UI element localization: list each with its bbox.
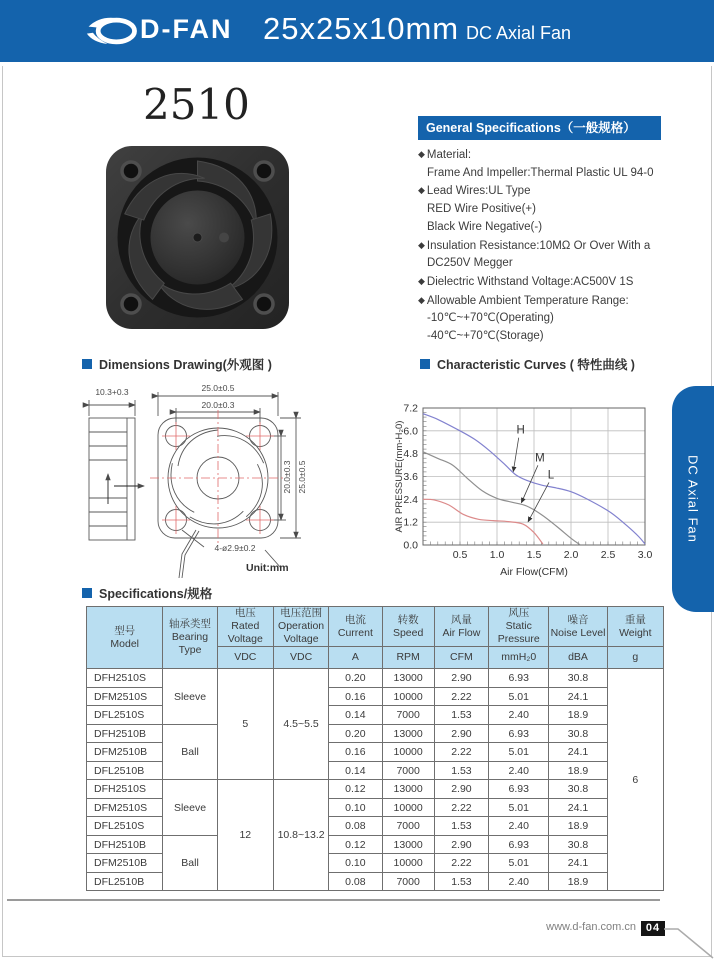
air-flow-cell: 2.22 [434, 854, 488, 873]
dim-depth-label: 10.3+0.3 [95, 387, 129, 397]
table-row [87, 669, 664, 688]
model-cell: DFL2510S [87, 817, 163, 836]
table-row [87, 780, 664, 799]
svg-text:0.5: 0.5 [452, 549, 468, 561]
product-type-label: DC Axial Fan [466, 23, 572, 43]
diamond-bullet-icon: ◆ [418, 185, 425, 196]
dim-mounting-holes-label: 4-ø2.9±0.2 [214, 543, 256, 553]
dim-unit-label: Unit:mm [246, 562, 289, 574]
spec-text-line: ◆ Lead Wires:UL Type [418, 185, 531, 198]
static-pressure-cell: 6.93 [489, 669, 549, 688]
speed-cell: 10000 [382, 798, 434, 817]
current-cell: 0.20 [329, 669, 382, 688]
page-number-badge: 04 [641, 921, 665, 936]
column-header-current: 电流 Current [329, 607, 382, 647]
bearing-cell: Ball [163, 835, 217, 891]
table-row [87, 724, 664, 743]
svg-text:2.4: 2.4 [403, 493, 418, 506]
model-cell: DFH2510S [87, 780, 163, 799]
static-pressure-cell: 2.40 [489, 817, 549, 836]
column-header-air-flow: 风量 Air Flow [434, 607, 488, 647]
current-cell: 0.20 [329, 724, 382, 743]
current-cell: 0.16 [329, 743, 382, 762]
static-pressure-cell: 5.01 [489, 743, 549, 762]
current-cell: 0.08 [329, 872, 382, 891]
spec-text-line: -40℃~+70℃(Storage) [427, 330, 544, 343]
svg-text:0.0: 0.0 [403, 539, 418, 552]
static-pressure-cell: 5.01 [489, 798, 549, 817]
speed-cell: 10000 [382, 854, 434, 873]
air-flow-cell: 2.90 [434, 724, 488, 743]
noise-level-cell: 18.9 [549, 706, 607, 725]
dim-outer-width-label: 25.0±0.5 [201, 383, 235, 393]
section-bullet-icon [82, 588, 92, 598]
static-pressure-cell: 5.01 [489, 854, 549, 873]
section-bullet-icon [82, 359, 92, 369]
speed-cell: 7000 [382, 817, 434, 836]
model-cell: DFM2510B [87, 743, 163, 762]
model-cell: DFL2510B [87, 761, 163, 780]
column-header-speed: 转数 Speed [382, 607, 434, 647]
air-flow-cell: 1.53 [434, 706, 488, 725]
speed-cell: 13000 [382, 724, 434, 743]
noise-level-cell: 30.8 [549, 724, 607, 743]
svg-text:M: M [535, 452, 545, 465]
current-cell: 0.12 [329, 835, 382, 854]
noise-level-cell: 24.1 [549, 687, 607, 706]
diamond-bullet-icon: ◆ [418, 149, 425, 159]
brand-name: D-FAN [140, 14, 233, 44]
svg-text:1.0: 1.0 [489, 549, 505, 561]
dimensions-title-text: Dimensions Drawing(外观图 ) [99, 358, 272, 372]
noise-level-cell: 18.9 [549, 872, 607, 891]
spec-text-line: ◆ Insulation Resistance:10MΩ Or Over With a [418, 239, 651, 252]
air-flow-cell: 1.53 [434, 872, 488, 891]
curves-plot [393, 382, 665, 582]
speed-cell: 13000 [382, 669, 434, 688]
noise-level-cell: 24.1 [549, 743, 607, 762]
svg-text:1.2: 1.2 [403, 516, 418, 529]
current-cell: 0.14 [329, 761, 382, 780]
svg-text:L: L [547, 469, 555, 482]
model-number-title: 2510 [143, 80, 250, 129]
air-flow-cell: 1.53 [434, 817, 488, 836]
table-row [87, 835, 664, 854]
spec-text-line: RED Wire Positive(+) [427, 203, 536, 216]
rated-voltage-cell: 5 [217, 669, 273, 780]
static-pressure-cell: 2.40 [489, 706, 549, 725]
spec-text-line: -10℃~+70℃(Operating) [427, 312, 554, 325]
footer-corner-line [660, 920, 714, 960]
operation-voltage-cell: 10.8~13.2 [273, 780, 328, 891]
static-pressure-cell: 6.93 [489, 835, 549, 854]
svg-text:2.5: 2.5 [600, 549, 616, 561]
unit-header-static-pressure: mmH₂0 [489, 647, 549, 669]
column-header-noise-level: 噪音 Noise Level [549, 607, 607, 647]
svg-text:Air Flow(CFM): Air Flow(CFM) [500, 566, 568, 578]
unit-header-rated-voltage: VDC [217, 647, 273, 669]
specifications-title-text: Specifications/规格 [99, 587, 213, 601]
svg-text:AIR PRESSURE(mm-H₂0): AIR PRESSURE(mm-H₂0) [394, 420, 405, 533]
operation-voltage-cell: 4.5~5.5 [273, 669, 328, 780]
svg-text:7.2: 7.2 [403, 402, 418, 415]
specifications-table [86, 606, 664, 891]
svg-text:3.0: 3.0 [637, 549, 653, 561]
current-cell: 0.10 [329, 798, 382, 817]
noise-level-cell: 30.8 [549, 835, 607, 854]
speed-cell: 10000 [382, 743, 434, 762]
static-pressure-cell: 6.93 [489, 724, 549, 743]
spec-text-line: Black Wire Negative(-) [427, 220, 543, 233]
dim-hole-pitch-height-label: 20.0±0.3 [282, 460, 292, 494]
air-flow-cell: 2.22 [434, 743, 488, 762]
general-specs-header: General Specifications（一般规格） [418, 116, 661, 140]
air-flow-cell: 2.22 [434, 798, 488, 817]
dimensions-section-title [82, 355, 272, 373]
weight-cell: 6 [607, 669, 663, 891]
noise-level-cell: 30.8 [549, 780, 607, 799]
dimensions-line-art [78, 382, 393, 602]
model-cell: DFM2510S [87, 798, 163, 817]
bearing-cell: Sleeve [163, 669, 217, 725]
unit-header-speed: RPM [382, 647, 434, 669]
current-cell: 0.16 [329, 687, 382, 706]
noise-level-cell: 24.1 [549, 798, 607, 817]
svg-text:3.6: 3.6 [403, 471, 418, 483]
brand-logo-icon [86, 14, 138, 48]
column-header-operation-voltage: 电压范围 Operation Voltage [273, 607, 328, 647]
noise-level-cell: 30.8 [549, 669, 607, 688]
general-specs-list [418, 146, 678, 346]
side-tab-dc-axial-fan [672, 386, 714, 612]
noise-level-cell: 18.9 [549, 817, 607, 836]
speed-cell: 13000 [382, 835, 434, 854]
spec-table-head [87, 607, 664, 669]
column-header-model: 型号 Model [87, 607, 163, 669]
column-header-bearing-type: 轴承类型 Bearing Type [163, 607, 217, 669]
column-header-weight: 重量 Weight [607, 607, 663, 647]
speed-cell: 7000 [382, 872, 434, 891]
fan-product-photo [100, 140, 295, 335]
speed-cell: 10000 [382, 687, 434, 706]
model-cell: DFH2510B [87, 724, 163, 743]
side-tab-label: DC Axial Fan [685, 455, 701, 543]
spec-text-line: ◆ Dielectric Withstand Voltage:AC500V 1S [418, 275, 634, 288]
current-cell: 0.08 [329, 817, 382, 836]
spec-text-line: DC250V Megger [427, 257, 513, 270]
air-flow-cell: 2.90 [434, 835, 488, 854]
unit-header-air-flow: CFM [434, 647, 488, 669]
footer-website-url: www.d-fan.com.cn [546, 921, 636, 933]
static-pressure-cell: 5.01 [489, 687, 549, 706]
static-pressure-cell: 6.93 [489, 780, 549, 799]
column-header-static-pressure: 风压 Static Pressure [489, 607, 549, 647]
characteristic-curves-chart [393, 382, 665, 582]
air-flow-cell: 2.90 [434, 669, 488, 688]
noise-level-cell: 18.9 [549, 761, 607, 780]
spec-text-line: ◆ Material: [418, 149, 472, 161]
svg-text:6.0: 6.0 [403, 425, 418, 438]
static-pressure-cell: 2.40 [489, 761, 549, 780]
product-size-title: 25x25x10mm [263, 11, 460, 46]
column-header-rated-voltage: 电压 Rated Voltage [217, 607, 273, 647]
dim-hole-pitch-width-label: 20.0±0.3 [201, 400, 235, 410]
svg-text:4.8: 4.8 [403, 448, 418, 461]
model-cell: DFH2510S [87, 669, 163, 688]
unit-header-current: A [329, 647, 382, 669]
static-pressure-cell: 2.40 [489, 872, 549, 891]
air-flow-cell: 2.90 [434, 780, 488, 799]
current-cell: 0.12 [329, 780, 382, 799]
specifications-section-title [82, 584, 212, 602]
rated-voltage-cell: 12 [217, 780, 273, 891]
speed-cell: 7000 [382, 706, 434, 725]
speed-cell: 13000 [382, 780, 434, 799]
spec-text-line: Frame And Impeller:Thermal Plastic UL 94-0 [427, 166, 654, 179]
current-cell: 0.10 [329, 854, 382, 873]
model-cell: DFM2510S [87, 687, 163, 706]
bearing-cell: Ball [163, 724, 217, 780]
noise-level-cell: 24.1 [549, 854, 607, 873]
air-flow-cell: 1.53 [434, 761, 488, 780]
spec-text-line: ◆ Allowable Ambient Temperature Range: [418, 294, 629, 307]
unit-header-noise-level: dBA [549, 647, 607, 669]
air-flow-cell: 2.22 [434, 687, 488, 706]
unit-header-weight: g [607, 647, 663, 669]
diamond-bullet-icon: ◆ [418, 275, 425, 286]
unit-header-operation-voltage: VDC [273, 647, 328, 669]
svg-text:1.5: 1.5 [526, 549, 542, 561]
model-cell: DFH2510B [87, 835, 163, 854]
section-bullet-icon [420, 359, 430, 369]
model-cell: DFL2510B [87, 872, 163, 891]
svg-text:2.0: 2.0 [563, 549, 579, 561]
model-cell: DFL2510S [87, 706, 163, 725]
footer-divider [7, 899, 660, 901]
spec-table-body [87, 669, 664, 891]
dimensions-drawing [78, 382, 393, 602]
diamond-bullet-icon: ◆ [418, 239, 425, 250]
speed-cell: 7000 [382, 761, 434, 780]
svg-text:H: H [516, 424, 525, 437]
dim-outer-height-label: 25.0±0.5 [297, 460, 307, 494]
curves-title-text: Characteristic Curves ( 特性曲线 ) [437, 358, 635, 372]
curves-section-title [420, 355, 635, 373]
model-cell: DFM2510B [87, 854, 163, 873]
diamond-bullet-icon: ◆ [418, 294, 425, 305]
current-cell: 0.14 [329, 706, 382, 725]
bearing-cell: Sleeve [163, 780, 217, 836]
page-header [0, 0, 714, 62]
